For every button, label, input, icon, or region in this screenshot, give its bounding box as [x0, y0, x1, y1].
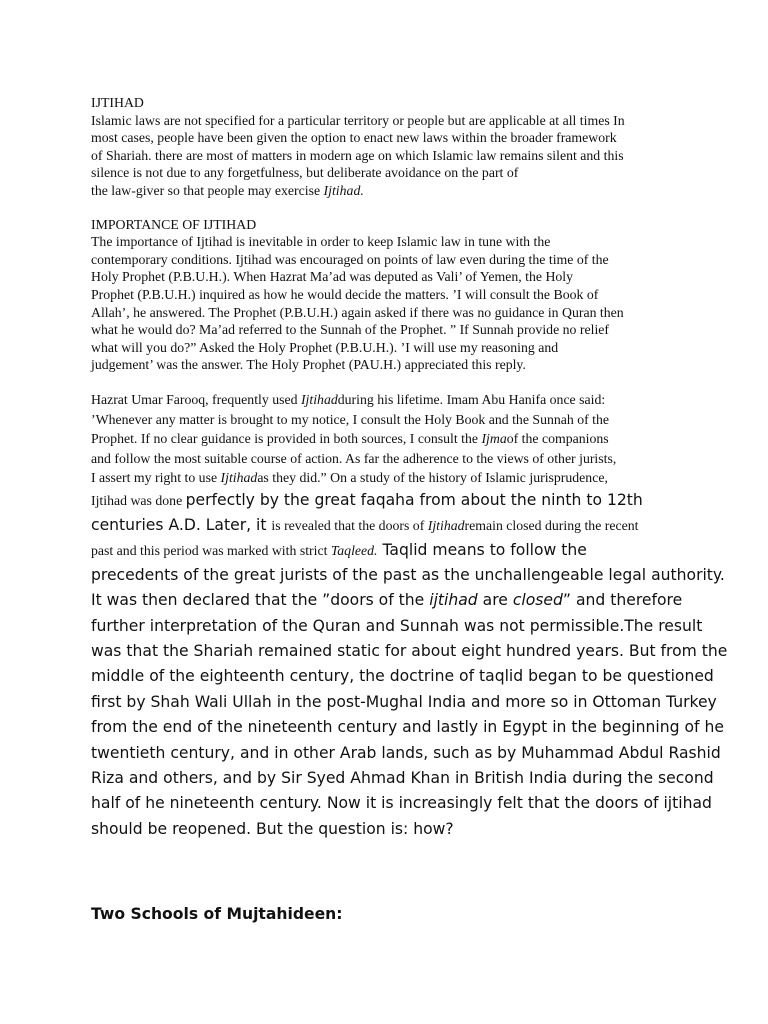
text-line: judgement’ was the answer. The Holy Prophet (PAU.H.) appreciated this reply. [91, 357, 526, 373]
text-line [91, 513, 691, 538]
text-line: half of he nineteenth century. Now it is increasingly felt that the doors of ijtihad [91, 794, 712, 813]
text-span: are [477, 591, 513, 610]
text-line [91, 429, 691, 449]
text-line: Holy Prophet (P.B.U.H.). When Hazrat Ma’ad was deputed as Vali’ of Yemen, the Holy [91, 269, 574, 285]
italic-term: Ijtihad. [323, 182, 364, 198]
italic-term: Ijtihad [300, 391, 338, 407]
text-span: as they did.” On a study of the history of Islamic jurisprudence, [257, 470, 608, 486]
text-line: Allah’, he answered. The Prophet (P.B.U.H.) again asked if there was no guidance in Quran then [91, 304, 624, 320]
text-span: remain closed during the recent [464, 517, 639, 533]
text-line [91, 182, 691, 200]
text-span: is revealed that the doors of [271, 517, 428, 533]
text-line: Prophet (P.B.U.H.) inquired as how he would decide the matters. ’I will consult the Book of [91, 286, 599, 302]
text-line [91, 390, 691, 410]
text-line: silence is not due to any forgetfulness, but deliberate avoidance on the part of [91, 165, 519, 181]
text-line: Islamic laws are not specified for a particular territory or people but are applicable at all times In [91, 112, 625, 128]
text-span: ” and therefore [562, 591, 683, 610]
text-line: should be reopened. But the question is: how? [91, 819, 454, 838]
text-line: The importance of Ijtihad is inevitable in order to keep Islamic law in tune with the [91, 234, 551, 250]
text-line: first by Shah Wali Ullah in the post-Mughal India and more so in Ottoman Turkey [91, 692, 717, 711]
text-line: was that the Shariah remained static for about eight hundred years. But from the [91, 642, 728, 661]
text-span: perfectly by the great faqaha from about the ninth to 12th [185, 490, 643, 509]
text-line: twentieth century, and in other Arab lands, such as by Muhammad Abdul Rashid [91, 743, 721, 762]
italic-term: ijtihad [429, 591, 478, 610]
heading-importance: IMPORTANCE OF IJTIHAD [91, 216, 257, 232]
text-line: contemporary conditions. Ijtihad was encouraged on points of law even during the time of the [91, 251, 609, 267]
italic-term: closed [512, 591, 563, 610]
text-span: Prophet. If no clear guidance is provided in both sources, I consult the [91, 431, 482, 447]
text-span: Taqlid means to follow the [377, 540, 587, 559]
text-span: It was then declared that the ”doors of the [91, 591, 430, 610]
italic-term: Ijma [481, 431, 507, 447]
italic-term: Ijtihad [427, 517, 465, 533]
text-line [91, 468, 691, 488]
text-line [91, 538, 691, 563]
paragraph-importance [91, 233, 691, 374]
italic-term: Taqleed. [330, 542, 378, 558]
text-span: Ijtihad was done [91, 492, 186, 508]
paragraph-umar-farooq [91, 390, 728, 842]
text-line: Riza and others, and by Sir Syed Ahmad Khan in British India during the second [91, 769, 714, 787]
paragraph-ijtihad [91, 112, 691, 200]
text-span: the law-giver so that people may exercise [91, 182, 324, 198]
text-span: Hazrat Umar Farooq, frequently used [91, 391, 301, 407]
text-line [91, 588, 691, 613]
text-line: what will you do?” Asked the Holy Prophet (P.B.U.H.). ’I will use my reasoning and [91, 339, 559, 355]
text-span: I assert my right to use [91, 470, 221, 486]
text-span: past and this period was marked with strict [91, 542, 331, 558]
heading-two-schools: Two Schools of Mujtahideen: [91, 905, 343, 923]
text-span: of the companions [506, 431, 609, 447]
text-line: most cases, people have been given the option to enact new laws within the broader framework [91, 130, 617, 146]
text-line: further interpretation of the Quran and Sunnah was not permissible.The result [91, 616, 703, 635]
text-line: of Shariah. there are most of matters in modern age on which Islamic law remains silent and this [91, 147, 624, 163]
text-line [91, 488, 691, 513]
document-page [91, 94, 728, 842]
text-line: and follow the most suitable course of action. As far the adherence to the views of other jurists, [91, 450, 617, 466]
heading-ijtihad: IJTIHAD [91, 95, 144, 110]
text-span: during his lifetime. Imam Abu Hanifa once said: [337, 391, 606, 407]
text-span: centuries A.D. Later, it [91, 515, 272, 534]
text-line: precedents of the great jurists of the past as the unchallengeable legal authority. [91, 565, 725, 584]
text-line: what he would do? Ma’ad referred to the Sunnah of the Prophet. ” If Sunnah provide no relief [91, 322, 609, 338]
text-line: middle of the eighteenth century, the doctrine of taqlid began to be questioned [91, 667, 714, 686]
italic-term: Ijtihad [220, 470, 258, 486]
text-line: from the end of the nineteenth century and lastly in Egypt in the beginning of he [91, 718, 724, 737]
text-line: ’Whenever any matter is brought to my notice, I consult the Holy Book and the Sunnah of the [91, 411, 610, 427]
